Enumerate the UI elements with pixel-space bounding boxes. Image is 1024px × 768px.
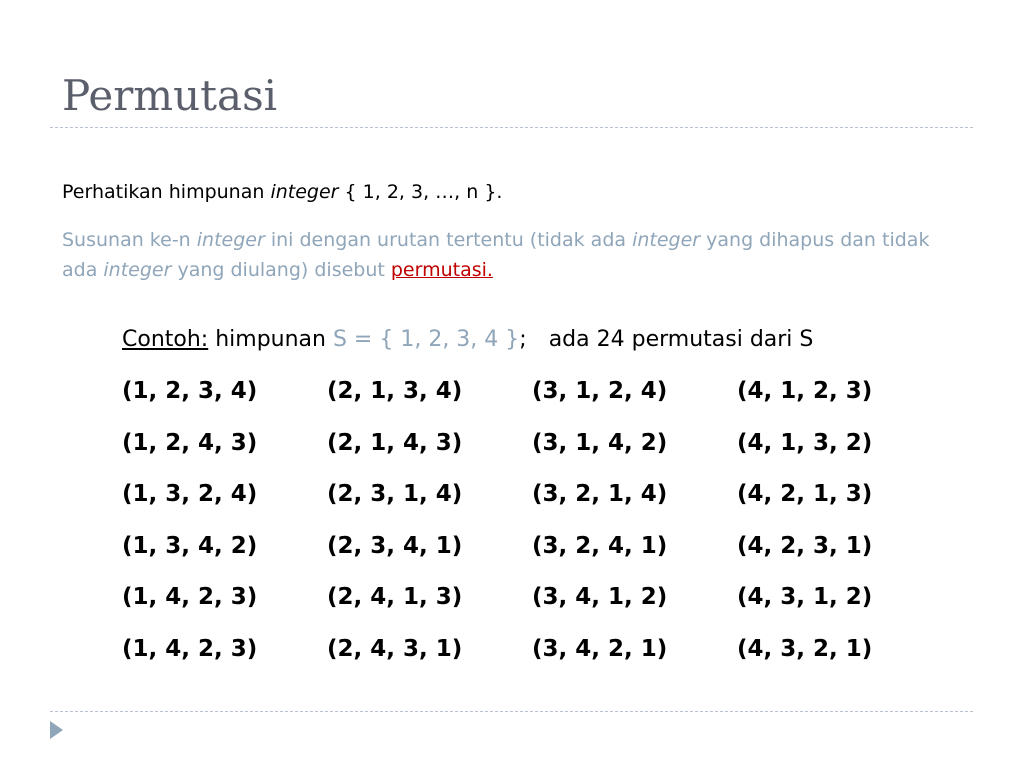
permutation-cell: (3, 4, 1, 2) (532, 584, 668, 610)
example-count: ada 24 permutasi dari S (548, 327, 814, 352)
permutation-cell: (2, 1, 3, 4) (327, 378, 463, 404)
definition-italic-2: integer (632, 229, 701, 251)
permutation-cell: (1, 2, 4, 3) (122, 429, 258, 456)
permutation-cell: (4, 2, 1, 3) (737, 481, 873, 507)
permutation-cell: (1, 2, 3, 4) (122, 378, 258, 404)
permutation-cell: (1, 3, 4, 2) (122, 532, 258, 559)
permutation-cell: (4, 3, 2, 1) (737, 635, 873, 662)
definition-part-2: ini dengan urutan tertentu (tidak ada (264, 229, 633, 251)
example-line (122, 324, 813, 356)
intro-italic-word: integer (270, 181, 339, 203)
permutation-cell: (3, 2, 4, 1) (532, 532, 668, 559)
intro-text-after: { 1, 2, 3, …, n }. (338, 181, 503, 203)
definition-text (62, 225, 942, 285)
permutation-cell: (2, 3, 1, 4) (327, 481, 463, 507)
example-text: himpunan (208, 327, 333, 352)
intro-text (62, 178, 502, 206)
example-semicolon: ; (519, 327, 527, 352)
permutation-cell: (3, 1, 2, 4) (532, 378, 668, 404)
footer-divider (50, 711, 973, 712)
permutation-cell: (2, 4, 3, 1) (327, 635, 463, 662)
permutasi-link[interactable]: permutasi. (390, 259, 493, 281)
example-set: S = { 1, 2, 3, 4 } (332, 327, 520, 352)
permutation-cell: (2, 4, 1, 3) (327, 584, 463, 610)
permutation-cell: (4, 1, 2, 3) (737, 378, 873, 404)
definition-italic-3: integer (103, 259, 172, 281)
example-label: Contoh: (122, 327, 209, 352)
permutation-cell: (4, 2, 3, 1) (737, 532, 873, 559)
definition-italic-1: integer (196, 229, 265, 251)
definition-part-1: Susunan ke-n (62, 229, 197, 251)
slide-title: Permutasi (62, 71, 278, 120)
permutation-grid (122, 374, 962, 683)
intro-text-before: Perhatikan himpunan (62, 181, 271, 203)
definition-part-4: yang diulang) disebut (171, 259, 391, 281)
permutation-cell: (4, 3, 1, 2) (737, 584, 873, 610)
permutation-cell: (2, 3, 4, 1) (327, 532, 463, 559)
triangle-right-icon[interactable] (50, 721, 63, 739)
permutation-cell: (1, 4, 2, 3) (122, 635, 258, 662)
title-divider (50, 127, 973, 128)
definition-part-3: yang dihapus dan tidak ada (62, 229, 930, 281)
permutation-cell: (3, 1, 4, 2) (532, 429, 668, 456)
permutation-cell: (3, 4, 2, 1) (532, 635, 668, 662)
permutation-cell: (4, 1, 3, 2) (737, 429, 873, 456)
permutation-cell: (1, 3, 2, 4) (122, 481, 258, 507)
permutation-cell: (2, 1, 4, 3) (327, 429, 463, 456)
permutation-cell: (1, 4, 2, 3) (122, 584, 258, 610)
permutation-cell: (3, 2, 1, 4) (532, 481, 668, 507)
